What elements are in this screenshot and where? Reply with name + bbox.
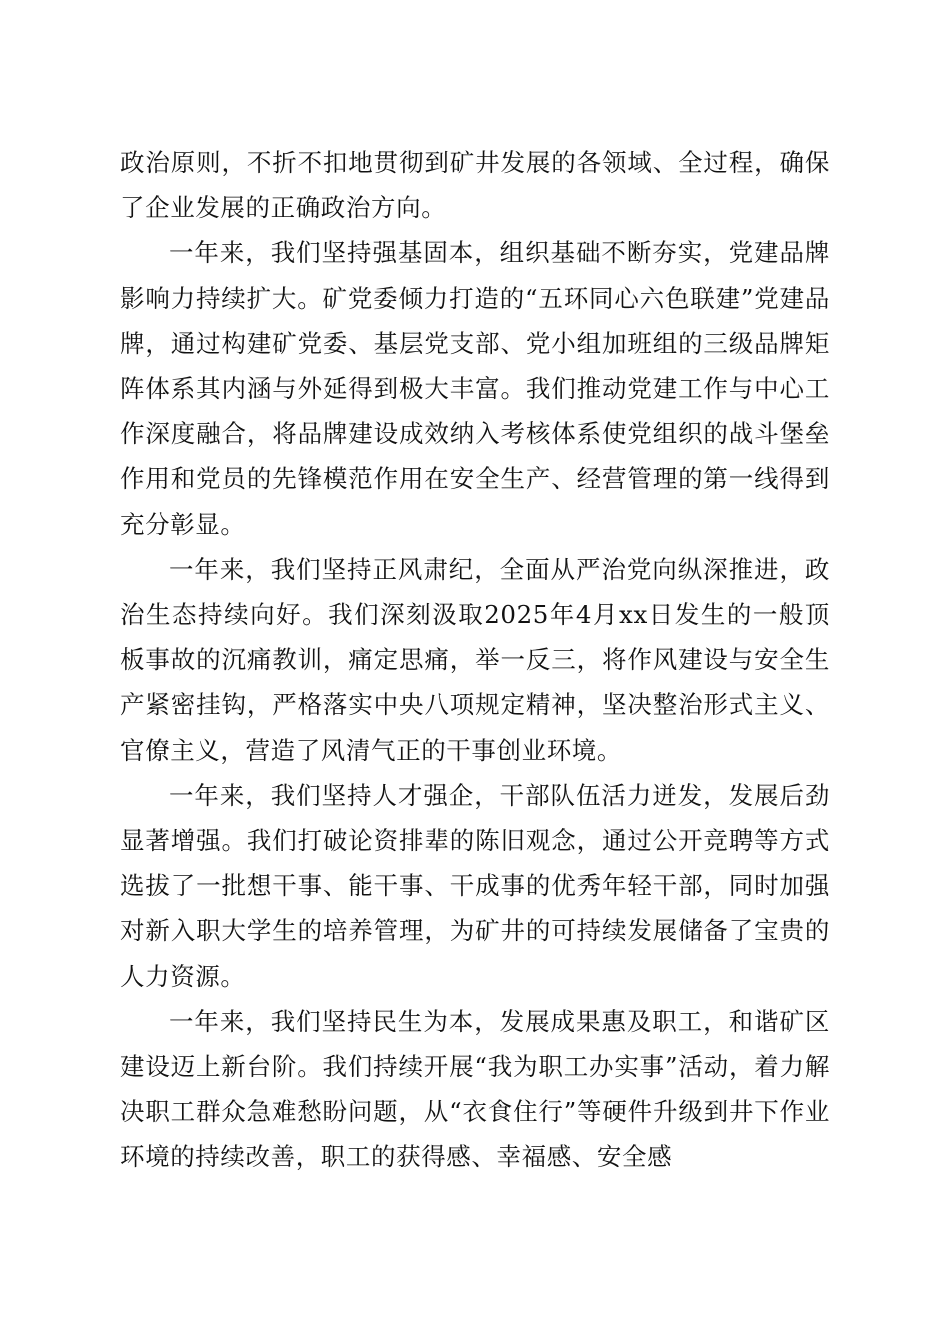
paragraph-1: 政治原则，不折不扣地贯彻到矿井发展的各领域、全过程，确保了企业发展的正确政治方向。 — [120, 148, 830, 223]
paragraph-4: 一年来，我们坚持人才强企，干部队伍活力迸发，发展后劲显著增强。我们打破论资排辈的陈旧观念，通过公开竞聘等方式选拔了一批想干事、能干事、干成事的优秀年轻干部，同时加强对新入职大学生的培养管理，为矿井的可持续发展储备了宝贵的人力资源。 — [120, 780, 830, 991]
paragraph-2: 一年来，我们坚持强基固本，组织基础不断夯实，党建品牌影响力持续扩大。矿党委倾力打造的“五环同心六色联建”党建品牌，通过构建矿党委、基层党支部、党小组加班组的三级品牌矩阵体系其内涵与外延得到极大丰富。我们推动党建工作与中心工作深度融合，将品牌建设成效纳入考核体系使党组织的战斗堡垒作用和党员的先锋模范作用在安全生产、经营管理的第一线得到充分彰显。 — [120, 238, 830, 539]
paragraph-5: 一年来，我们坚持民生为本，发展成果惠及职工，和谐矿区建设迈上新台阶。我们持续开展“我为职工办实事”活动，着力解决职工群众急难愁盼问题，从“衣食住行”等硬件升级到井下作业环境的持续改善，职工的获得感、幸福感、安全感 — [120, 1006, 830, 1172]
paragraph-3: 一年来，我们坚持正风肃纪，全面从严治党向纵深推进，政治生态持续向好。我们深刻汲取2025年4月xx日发生的一般顶板事故的沉痛教训，痛定思痛，举一反三，将作风建设与安全生产紧密挂钩，严格落实中央八项规定精神，坚决整治形式主义、官僚主义，营造了风清气正的干事创业环境。 — [120, 554, 830, 765]
document-body — [120, 140, 830, 1180]
